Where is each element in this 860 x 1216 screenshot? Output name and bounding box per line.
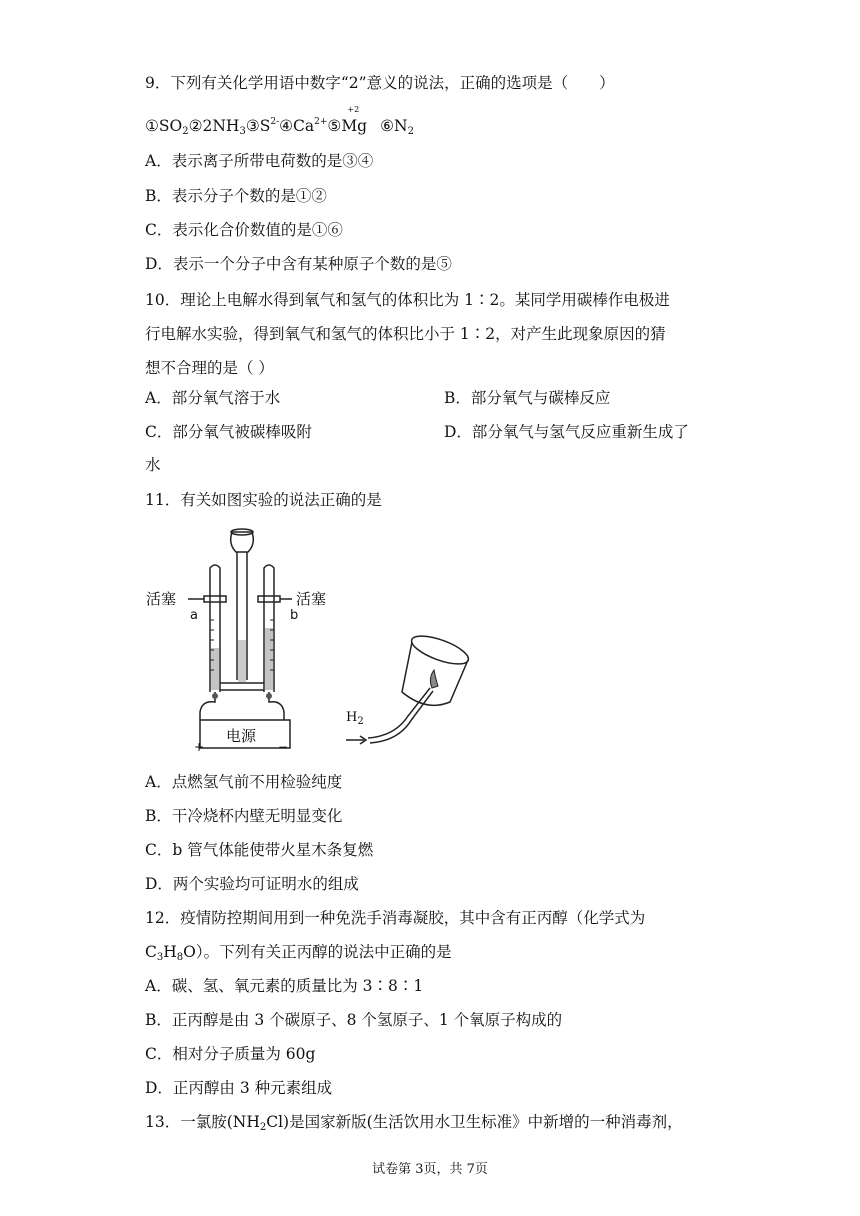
- electrolysis-apparatus-drawing: [140, 520, 340, 760]
- q10-option-d-continued: 水: [145, 456, 161, 474]
- power-supply-label: 电源: [226, 727, 257, 745]
- q10-stem-line3: 想不合理的是（ ）: [145, 359, 274, 377]
- hydrogen-flame: [430, 670, 438, 688]
- q10-option-d: D．部分氧气与氢气反应重新生成了: [444, 423, 689, 441]
- hydrogen-combustion-drawing: [340, 630, 480, 750]
- tube-b-label: b: [290, 608, 299, 623]
- q13-stem: 13．一氯胺$(NH_2Cl)$是国家新版(生活饮用水卫生标准》中新增的一种消毒剂，: [145, 1113, 683, 1133]
- tube-a-label: a: [190, 608, 198, 623]
- negative-terminal-label: −: [278, 740, 289, 754]
- q11-option-b: B．干冷烧杯内壁无明显变化: [145, 807, 343, 825]
- q9-option-c: C．表示化合价数值的是①⑥: [145, 221, 343, 239]
- q12-option-b: B．正丙醇是由 3 个碳原子、8 个氢原子、1 个氧原子构成的: [145, 1011, 563, 1029]
- q9-stem: 9．下列有关化学用语中数字“2”意义的说法，正确的选项是（ ）: [145, 74, 615, 92]
- q10-stem-line2: 行电解水实验，得到氧气和氢气的体积比小于 1∶2，对产生此现象原因的猜: [145, 325, 666, 343]
- q10-option-a: A．部分氧气溶于水: [145, 389, 281, 407]
- q10-stem-line1: 10．理论上电解水得到氧气和氢气的体积比为 1∶2。某同学用碳棒作电极进: [145, 291, 670, 309]
- q9-option-a: A．表示离子所带电荷数的是③④: [145, 152, 374, 170]
- q11-option-a: A．点燃氢气前不用检验纯度: [145, 773, 343, 791]
- stopcock-right-label: 活塞: [296, 590, 327, 608]
- q11-stem: 11．有关如图实验的说法正确的是: [145, 491, 382, 509]
- q10-option-b: B．部分氧气与碳棒反应: [444, 389, 611, 407]
- page-footer: 试卷第 3页，共 7页: [372, 1162, 488, 1177]
- h2-label: $H_2$: [346, 710, 364, 727]
- stopcock-left-label: 活塞: [146, 590, 177, 608]
- q10-option-c: C．部分氧气被碳棒吸附: [145, 423, 312, 441]
- q12-stem-line2: $C_3H_8O$）。下列有关正丙醇的说法中正确的是: [145, 943, 452, 963]
- q12-option-d: D．正丙醇由 3 种元素组成: [145, 1079, 333, 1097]
- q11-option-d: D．两个实验均可证明水的组成: [145, 875, 359, 893]
- q12-option-c: C．相对分子质量为 60g: [145, 1045, 316, 1063]
- electrolysis-apparatus-figure: [140, 520, 340, 760]
- q12-stem-line1: 12．疫情防控期间用到一种免洗手消毒凝胶，其中含有正丙醇（化学式为: [145, 909, 646, 927]
- hydrogen-combustion-figure: [340, 630, 480, 750]
- q9-option-d: D．表示一个分子中含有某种原子个数的是⑤: [145, 255, 452, 273]
- positive-terminal-label: +: [194, 740, 205, 754]
- q11-option-c: C．b 管气体能使带火星木条复燃: [145, 841, 374, 859]
- q12-option-a: A．碳、氢、氧元素的质量比为 3∶8∶1: [145, 977, 424, 995]
- q9-option-b: B．表示分子个数的是①②: [145, 187, 327, 205]
- q9-formulas: $①SO_2②2NH_3③S^{2-}④Ca^{2+}⑤$ +2 Mg $⑥N_2$: [145, 105, 414, 137]
